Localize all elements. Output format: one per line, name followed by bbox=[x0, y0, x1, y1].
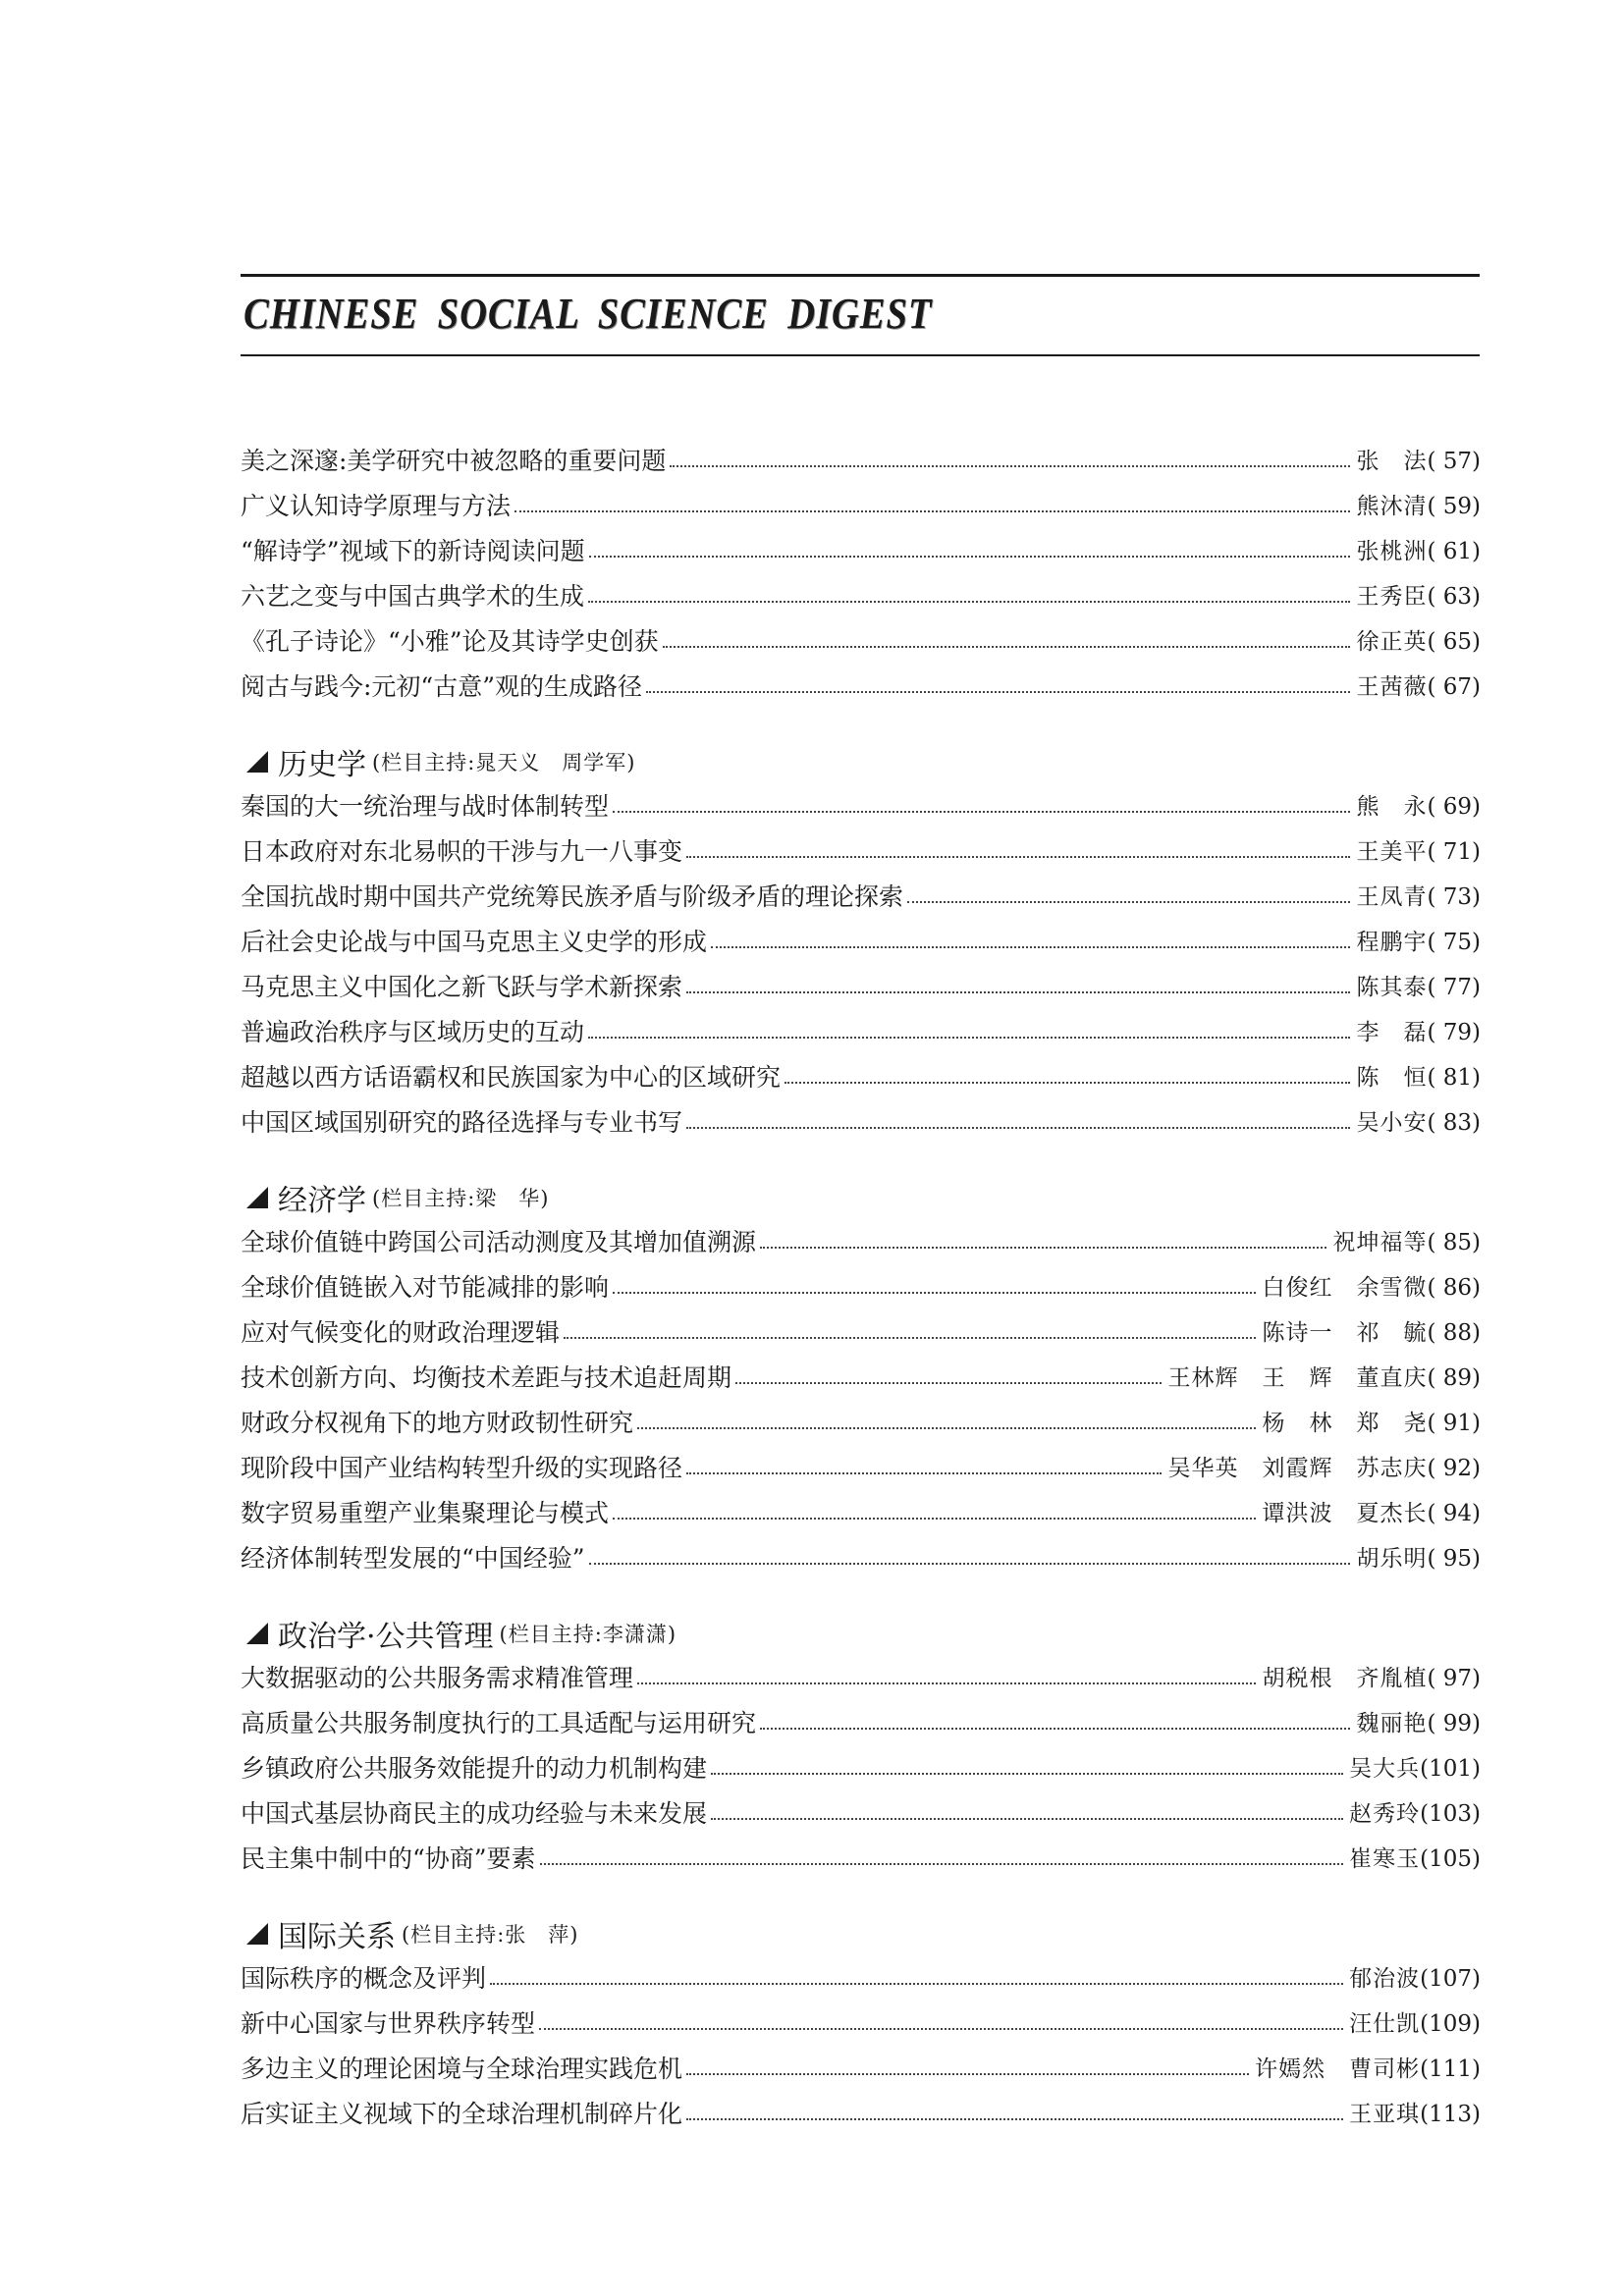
dot-leader bbox=[589, 1563, 1351, 1565]
section-name: 历史学 bbox=[278, 748, 366, 782]
entry-author: 吴小安 bbox=[1356, 1110, 1428, 1136]
masthead-bottom-rule bbox=[241, 354, 1480, 356]
entry-author: 胡税根 齐胤植 bbox=[1262, 1666, 1428, 1691]
entry-author: 魏丽艳 bbox=[1356, 1711, 1428, 1736]
section-heading bbox=[241, 1611, 1481, 1656]
dot-leader bbox=[760, 1247, 1326, 1249]
entry-title: 新中心国家与世界秩序转型 bbox=[241, 2009, 536, 2038]
toc-entry[interactable] bbox=[241, 484, 1481, 529]
entry-author: 张 法 bbox=[1356, 449, 1428, 474]
toc-section bbox=[241, 739, 1481, 1146]
triangle-marker-icon bbox=[246, 1187, 268, 1208]
toc-entry[interactable] bbox=[241, 784, 1481, 829]
section-heading bbox=[241, 1911, 1481, 1956]
dot-leader bbox=[637, 1427, 1256, 1429]
entry-title: 大数据驱动的公共服务需求精准管理 bbox=[241, 1664, 634, 1692]
entry-title: 普遍政治秩序与区域历史的互动 bbox=[241, 1018, 585, 1046]
section-host: (栏目主持:梁 华) bbox=[372, 1187, 550, 1210]
entry-author: 张桃洲 bbox=[1356, 539, 1428, 564]
toc-entry[interactable] bbox=[241, 1491, 1481, 1536]
entry-page-number: ( 92) bbox=[1427, 1456, 1481, 1481]
entry-title: 中国式基层协商民主的成功经验与未来发展 bbox=[241, 1799, 708, 1828]
entry-page-number: (113) bbox=[1420, 2102, 1481, 2127]
entry-page-number: (107) bbox=[1420, 1966, 1481, 1992]
section-name: 国际关系 bbox=[278, 1920, 396, 1954]
entry-title: 阅古与践今:元初“古意”观的生成路径 bbox=[241, 672, 642, 701]
dot-leader bbox=[907, 901, 1350, 903]
section-host: (栏目主持:张 萍) bbox=[402, 1923, 579, 1947]
dot-leader bbox=[539, 2028, 1343, 2030]
entry-title: 超越以西方话语霸权和民族国家为中心的区域研究 bbox=[241, 1063, 782, 1092]
entry-page-number: ( 99) bbox=[1427, 1711, 1481, 1736]
entry-title: 现阶段中国产业结构转型升级的实现路径 bbox=[241, 1454, 683, 1482]
toc-entry[interactable] bbox=[241, 1656, 1481, 1701]
dot-leader bbox=[646, 691, 1350, 693]
entry-author: 汪仕凯 bbox=[1349, 2011, 1421, 2037]
entry-title: 财政分权视角下的地方财政韧性研究 bbox=[241, 1409, 634, 1437]
entry-author: 崔寒玉 bbox=[1349, 1846, 1421, 1872]
dot-leader bbox=[686, 2073, 1249, 2075]
entry-page-number: ( 69) bbox=[1427, 794, 1481, 820]
entry-title: 马克思主义中国化之新飞跃与学术新探索 bbox=[241, 973, 683, 1001]
entry-title: 日本政府对东北易帜的干涉与九一八事变 bbox=[241, 837, 683, 866]
triangle-marker-icon bbox=[246, 751, 268, 773]
dot-leader bbox=[613, 1518, 1256, 1520]
dot-leader bbox=[490, 1983, 1343, 1985]
entry-author: 谭洪波 夏杰长 bbox=[1262, 1501, 1428, 1526]
table-of-contents bbox=[241, 439, 1481, 2137]
dot-leader bbox=[711, 1773, 1343, 1775]
toc-entry[interactable] bbox=[241, 1446, 1481, 1491]
toc-entry[interactable] bbox=[241, 439, 1481, 484]
entry-author: 吴华英 刘霞辉 苏志庆 bbox=[1167, 1456, 1428, 1481]
entry-title: 多边主义的理论困境与全球治理实践危机 bbox=[241, 2055, 683, 2083]
entry-author: 赵秀玲 bbox=[1349, 1801, 1421, 1827]
entry-title: 秦国的大一统治理与战时体制转型 bbox=[241, 792, 610, 821]
dot-leader bbox=[760, 1728, 1350, 1730]
toc-entry[interactable] bbox=[241, 1265, 1481, 1310]
entry-title: 应对气候变化的财政治理逻辑 bbox=[241, 1318, 561, 1347]
entry-page-number: ( 65) bbox=[1427, 629, 1481, 655]
entry-page-number: ( 86) bbox=[1427, 1275, 1481, 1301]
toc-entry[interactable] bbox=[241, 829, 1481, 875]
entry-title: 美之深邃:美学研究中被忽略的重要问题 bbox=[241, 447, 667, 475]
masthead-top-rule bbox=[241, 274, 1480, 277]
section-host: (栏目主持:李潇潇) bbox=[499, 1623, 677, 1646]
section-host: (栏目主持:晁天义 周学军) bbox=[372, 751, 636, 774]
dot-leader bbox=[686, 2118, 1343, 2120]
dot-leader bbox=[588, 601, 1350, 603]
entry-author: 陈其泰 bbox=[1356, 975, 1428, 1000]
entry-page-number: ( 97) bbox=[1427, 1666, 1481, 1691]
entry-title: 技术创新方向、均衡技术差距与技术追赶周期 bbox=[241, 1363, 732, 1392]
entry-author: 程鹏宇 bbox=[1356, 930, 1428, 955]
entry-page-number: ( 85) bbox=[1427, 1230, 1481, 1255]
entry-author: 熊沐清 bbox=[1356, 494, 1428, 519]
toc-entry[interactable] bbox=[241, 529, 1481, 574]
toc-entry[interactable] bbox=[241, 619, 1481, 665]
toc-entry[interactable] bbox=[241, 1310, 1481, 1356]
entry-page-number: (103) bbox=[1420, 1801, 1481, 1827]
entry-title: 经济体制转型发展的“中国经验” bbox=[241, 1544, 585, 1573]
dot-leader bbox=[735, 1382, 1162, 1384]
toc-entry[interactable] bbox=[241, 2002, 1481, 2047]
entry-page-number: (111) bbox=[1420, 2056, 1481, 2082]
toc-section bbox=[241, 1175, 1481, 1581]
dot-leader bbox=[589, 556, 1351, 558]
entry-page-number: (105) bbox=[1420, 1846, 1481, 1872]
entry-page-number: ( 63) bbox=[1427, 584, 1481, 610]
section-name: 政治学·公共管理 bbox=[278, 1620, 494, 1654]
entry-title: 《孔子诗论》“小雅”论及其诗学史创获 bbox=[241, 627, 659, 656]
dot-leader bbox=[540, 1863, 1344, 1865]
toc-entry[interactable] bbox=[241, 965, 1481, 1010]
entry-author: 吴大兵 bbox=[1349, 1756, 1421, 1782]
entry-author: 许嫣然 曹司彬 bbox=[1255, 2056, 1421, 2082]
dot-leader bbox=[670, 465, 1350, 467]
entry-title: 全球价值链中跨国公司活动测度及其增加值溯源 bbox=[241, 1228, 757, 1256]
toc-entry[interactable] bbox=[241, 2092, 1481, 2137]
entry-author: 陈 恒 bbox=[1356, 1065, 1428, 1091]
entry-title: 乡镇政府公共服务效能提升的动力机制构建 bbox=[241, 1754, 708, 1783]
entry-page-number: ( 59) bbox=[1427, 494, 1481, 519]
entry-title: 全球价值链嵌入对节能减排的影响 bbox=[241, 1273, 610, 1302]
entry-page-number: ( 75) bbox=[1427, 930, 1481, 955]
triangle-marker-icon bbox=[246, 1923, 268, 1945]
entry-page-number: (109) bbox=[1420, 2011, 1481, 2037]
entry-author: 胡乐明 bbox=[1356, 1546, 1428, 1572]
entry-title: 国际秩序的概念及评判 bbox=[241, 1964, 487, 1993]
entry-page-number: ( 83) bbox=[1427, 1110, 1481, 1136]
dot-leader bbox=[686, 1472, 1162, 1474]
toc-entry[interactable] bbox=[241, 1220, 1481, 1265]
dot-leader bbox=[784, 1082, 1350, 1084]
entry-title: 民主集中制中的“协商”要素 bbox=[241, 1844, 536, 1873]
dot-leader bbox=[686, 1127, 1350, 1129]
toc-entry[interactable] bbox=[241, 1055, 1481, 1100]
entry-page-number: ( 73) bbox=[1427, 884, 1481, 910]
toc-entry[interactable] bbox=[241, 665, 1481, 710]
dot-leader bbox=[637, 1682, 1256, 1684]
entry-page-number: ( 77) bbox=[1427, 975, 1481, 1000]
dot-leader bbox=[663, 646, 1351, 648]
toc-entry[interactable] bbox=[241, 1701, 1481, 1746]
toc-entry[interactable] bbox=[241, 1536, 1481, 1581]
entry-title: 全国抗战时期中国共产党统筹民族矛盾与阶级矛盾的理论探索 bbox=[241, 882, 904, 911]
entry-page-number: (101) bbox=[1420, 1756, 1481, 1782]
entry-page-number: ( 95) bbox=[1427, 1546, 1481, 1572]
entry-title: 后社会史论战与中国马克思主义史学的形成 bbox=[241, 928, 708, 956]
entry-author: 陈诗一 祁 毓 bbox=[1262, 1320, 1428, 1346]
entry-page-number: ( 61) bbox=[1427, 539, 1481, 564]
entry-page-number: ( 89) bbox=[1427, 1365, 1481, 1391]
dot-leader bbox=[686, 991, 1350, 993]
entry-author: 王美平 bbox=[1356, 839, 1428, 865]
entry-author: 王秀臣 bbox=[1356, 584, 1428, 610]
journal-masthead: CHINESE SOCIAL SCIENCE DIGEST bbox=[243, 290, 933, 338]
entry-title: 六艺之变与中国古典学术的生成 bbox=[241, 582, 585, 611]
toc-entry[interactable] bbox=[241, 1837, 1481, 1882]
section-heading bbox=[241, 1175, 1481, 1220]
entry-author: 王茜薇 bbox=[1356, 674, 1428, 700]
toc-entry[interactable] bbox=[241, 1791, 1481, 1837]
entry-author: 王凤青 bbox=[1356, 884, 1428, 910]
dot-leader bbox=[588, 1037, 1350, 1039]
toc-entry[interactable] bbox=[241, 1746, 1481, 1791]
entry-title: 后实证主义视域下的全球治理机制碎片化 bbox=[241, 2100, 683, 2128]
toc-section bbox=[241, 1611, 1481, 1882]
section-name: 经济学 bbox=[278, 1184, 366, 1218]
entry-author: 祝坤福等 bbox=[1332, 1230, 1428, 1255]
toc-entry[interactable] bbox=[241, 574, 1481, 619]
entry-page-number: ( 88) bbox=[1427, 1320, 1481, 1346]
entry-page-number: ( 94) bbox=[1427, 1501, 1481, 1526]
dot-leader bbox=[564, 1337, 1256, 1339]
entry-page-number: ( 91) bbox=[1427, 1411, 1481, 1436]
toc-entry[interactable] bbox=[241, 1956, 1481, 2002]
entry-title: “解诗学”视域下的新诗阅读问题 bbox=[241, 537, 585, 565]
dot-leader bbox=[613, 811, 1350, 813]
toc-entry[interactable] bbox=[241, 2047, 1481, 2092]
entry-page-number: ( 81) bbox=[1427, 1065, 1481, 1091]
entry-author: 徐正英 bbox=[1356, 629, 1428, 655]
dot-leader bbox=[686, 856, 1350, 858]
toc-entry[interactable] bbox=[241, 1100, 1481, 1146]
toc-entry[interactable] bbox=[241, 920, 1481, 965]
entry-author: 熊 永 bbox=[1356, 794, 1428, 820]
dot-leader bbox=[613, 1292, 1256, 1294]
toc-entry[interactable] bbox=[241, 875, 1481, 920]
entry-author: 王亚琪 bbox=[1349, 2102, 1421, 2127]
entry-page-number: ( 57) bbox=[1427, 449, 1481, 474]
section-heading bbox=[241, 739, 1481, 784]
dot-leader bbox=[711, 946, 1350, 948]
entry-page-number: ( 67) bbox=[1427, 674, 1481, 700]
entry-author: 白俊红 余雪微 bbox=[1262, 1275, 1428, 1301]
triangle-marker-icon bbox=[246, 1623, 268, 1644]
entry-author: 李 磊 bbox=[1356, 1020, 1428, 1045]
entry-author: 郁治波 bbox=[1349, 1966, 1421, 1992]
entry-title: 数字贸易重塑产业集聚理论与模式 bbox=[241, 1499, 610, 1527]
entry-title: 广义认知诗学原理与方法 bbox=[241, 492, 512, 520]
toc-entry[interactable] bbox=[241, 1401, 1481, 1446]
entry-title: 高质量公共服务制度执行的工具适配与运用研究 bbox=[241, 1709, 757, 1737]
toc-entry[interactable] bbox=[241, 1356, 1481, 1401]
entry-author: 王林辉 王 辉 董直庆 bbox=[1167, 1365, 1428, 1391]
toc-section bbox=[241, 1911, 1481, 2137]
toc-entry[interactable] bbox=[241, 1010, 1481, 1055]
entry-page-number: ( 79) bbox=[1427, 1020, 1481, 1045]
dot-leader bbox=[711, 1818, 1343, 1820]
toc-group-literature bbox=[241, 439, 1481, 710]
entry-title: 中国区域国别研究的路径选择与专业书写 bbox=[241, 1108, 683, 1137]
dot-leader bbox=[514, 510, 1350, 512]
entry-page-number: ( 71) bbox=[1427, 839, 1481, 865]
entry-author: 杨 林 郑 尧 bbox=[1262, 1411, 1428, 1436]
